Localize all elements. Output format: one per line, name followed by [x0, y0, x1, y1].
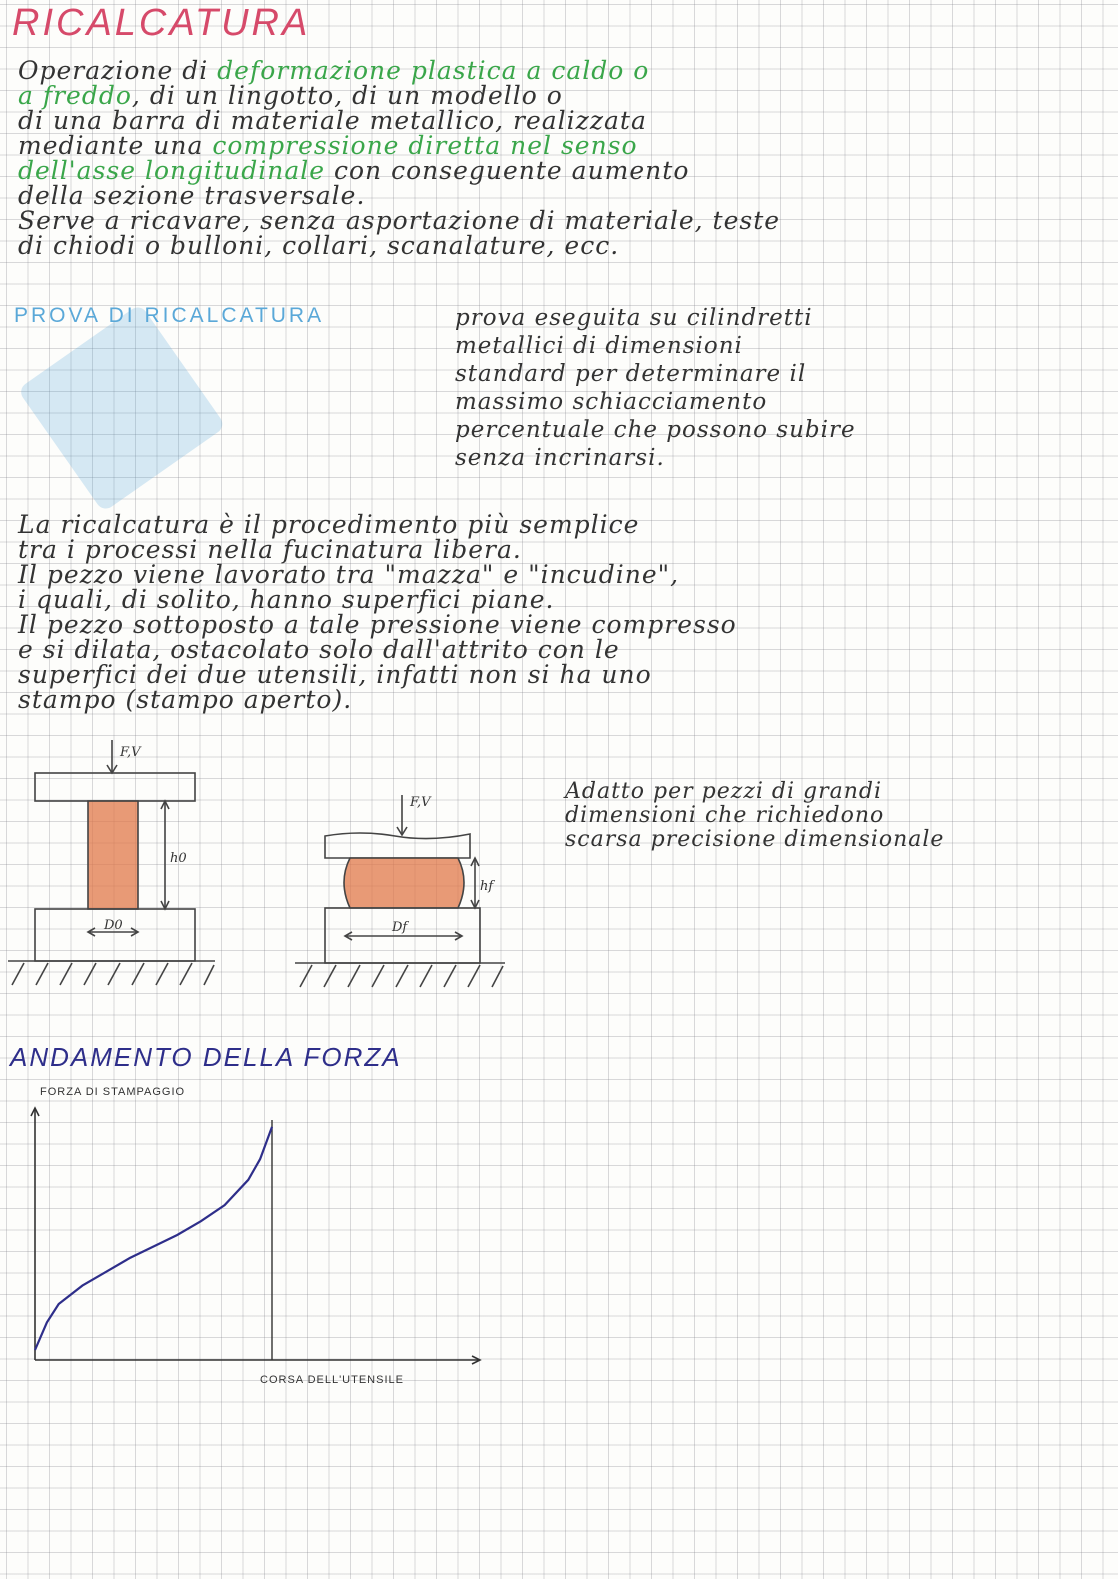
force-label-1: F,V — [120, 745, 141, 760]
text-segment: Operazione di — [18, 56, 218, 85]
body-line: tra i processi nella fucinatura libera. — [18, 535, 522, 564]
body-line: stampo (stampo aperto). — [18, 685, 353, 714]
text-segment: , di un lingotto, di un modello o — [131, 81, 563, 110]
ground-hatch-1 — [12, 963, 214, 985]
hf-label: hf — [480, 879, 494, 894]
df-label: Df — [392, 920, 408, 935]
page-title: RICALCATURA — [12, 2, 311, 44]
note-line: dimensioni che richiedono — [565, 803, 885, 828]
chart-ylabel: FORZA DI STAMPAGGIO — [40, 1086, 186, 1098]
body-line: Il pezzo viene lavorato tra "mazza" e "incudine", — [18, 560, 680, 589]
chart-series-line — [35, 1127, 272, 1350]
prova-line: prova eseguita su cilindretti — [455, 305, 813, 331]
upper-die-2 — [325, 833, 470, 858]
d0-label: D0 — [104, 918, 123, 933]
body-line: Il pezzo sottoposto a tale pressione viene compresso — [18, 610, 737, 639]
highlighted-text: deformazione plastica a caldo o — [217, 56, 650, 85]
highlighted-text: compressione diretta nel senso — [212, 131, 638, 160]
text-segment: con conseguente aumento — [325, 156, 690, 185]
prova-line: standard per determinare il — [455, 361, 807, 387]
workpiece-initial — [88, 801, 138, 909]
ground-hatch-2 — [300, 965, 503, 987]
upper-die-1 — [35, 773, 195, 801]
prova-line: senza incrinarsi. — [455, 445, 665, 471]
body-line: e si dilata, ostacolato solo dall'attrito con le — [18, 635, 620, 664]
diagram-final — [295, 795, 505, 987]
lower-die-1 — [35, 909, 195, 961]
workpiece-final — [344, 858, 464, 908]
chart-section-title: ANDAMENTO DELLA FORZA — [10, 1042, 402, 1072]
text-segment: mediante una — [18, 131, 213, 160]
prova-line: metallici di dimensioni — [455, 333, 743, 359]
prova-line: percentuale che possono subire — [455, 417, 856, 443]
highlighted-text: a freddo — [18, 81, 132, 110]
text-segment: Serve a ricavare, senza asportazione di materiale, teste — [18, 206, 781, 235]
force-chart — [31, 1086, 480, 1386]
body-line: superfici dei due utensili, infatti non si ha uno — [18, 660, 652, 689]
body-line: i quali, di solito, hanno superfici piane. — [18, 585, 555, 614]
force-label-2: F,V — [410, 795, 431, 810]
note-line: scarsa precisione dimensionale — [565, 827, 945, 852]
highlighted-text: dell'asse longitudinale — [18, 156, 326, 185]
body-line: La ricalcatura è il procedimento più semplice — [18, 510, 640, 539]
text-segment: di una barra di materiale metallico, realizzata — [18, 106, 647, 135]
h0-label: h0 — [170, 851, 187, 866]
prova-line: massimo schiacciamento — [455, 389, 768, 415]
chart-xlabel: CORSA DELL'UTENSILE — [260, 1374, 404, 1386]
text-segment: della sezione trasversale. — [18, 181, 366, 210]
text-segment: di chiodi o bulloni, collari, scanalature, ecc. — [18, 231, 620, 260]
note-line: Adatto per pezzi di grandi — [565, 779, 883, 804]
prova-label: PROVA DI RICALCATURA — [14, 304, 325, 327]
